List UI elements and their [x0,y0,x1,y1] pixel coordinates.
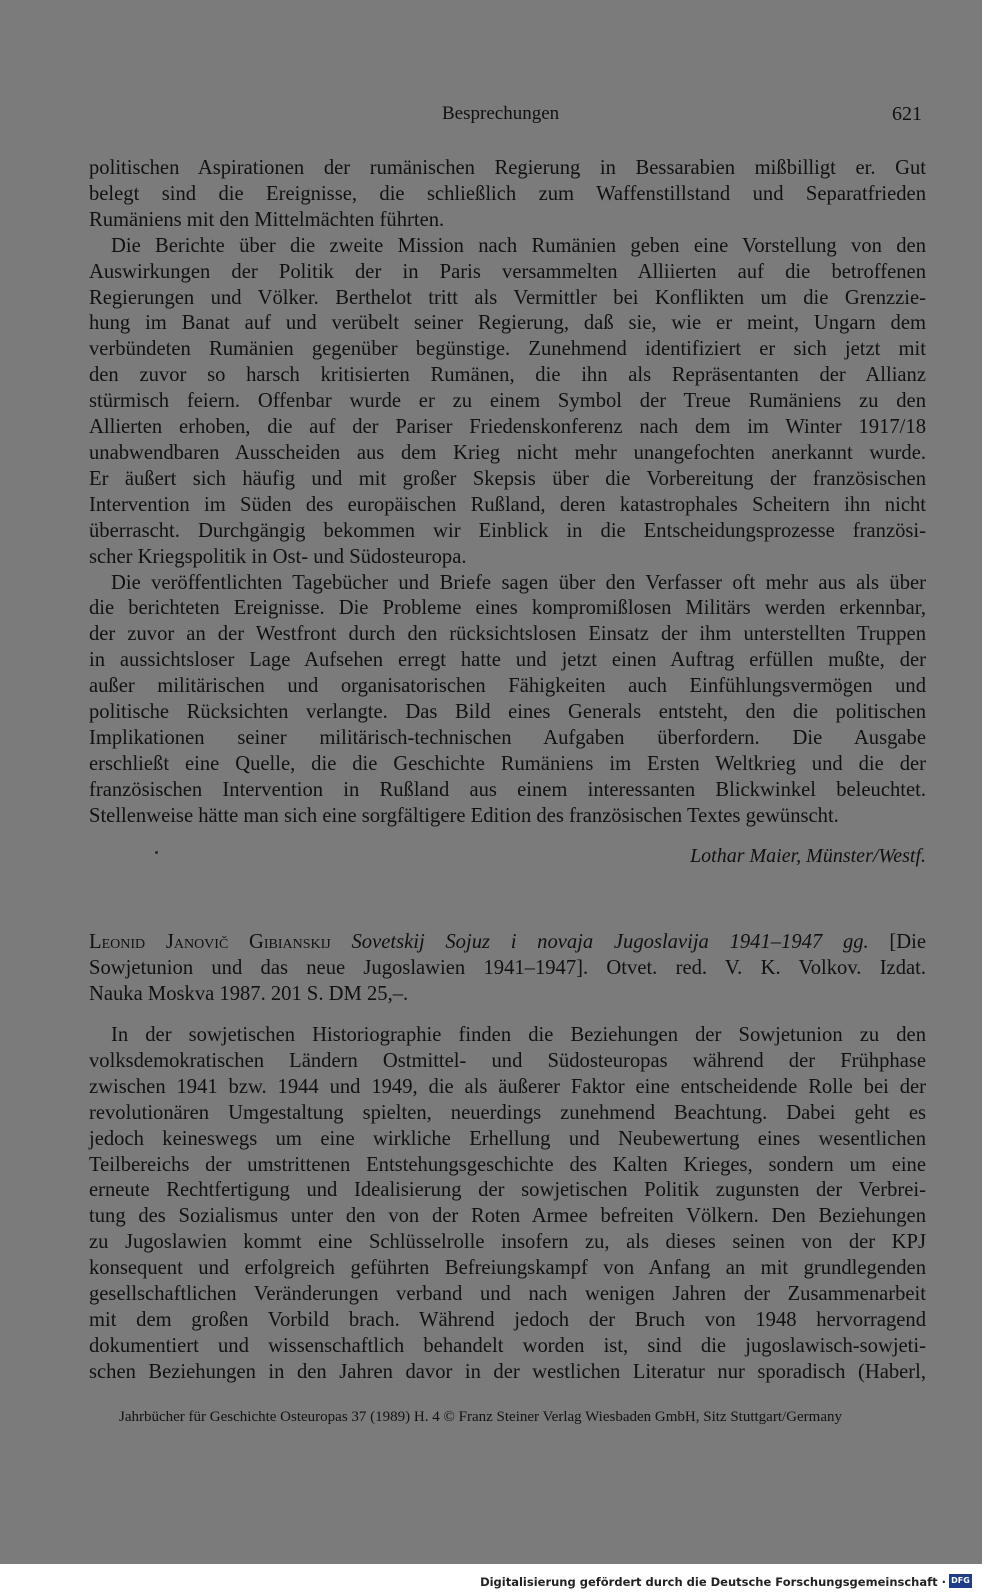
text-line: Regierungen und Völker. Berthelot tritt als Vermittler bei Konflikten um die Grenzzie- [89,286,926,309]
text-line: belegt sind die Ereignisse, die schließlich zum Waffenstillstand und Separatfrieden [89,182,926,205]
text-line: volksdemokratischen Ländern Ostmittel- und Südosteuropas während der Frühphase [89,1049,926,1072]
reference-line: Nauka Moskva 1987. 201 S. DM 25,–. [89,982,409,1005]
text-line: französischen Intervention in Rußland aus einem interessanten Blickwinkel beleuchtet. [89,778,926,801]
text-line: zu Jugoslawien kommt eine Schlüsselrolle insofern zu, als dieses seinen von der KPJ [89,1231,926,1254]
page-number: 621 [892,103,922,125]
reference-line [89,930,926,956]
text-line: In der sowjetischen Historiographie finden die Beziehungen der Sowjetunion zu den [111,1024,926,1046]
text-line: Stellenweise hätte man sich eine sorgfältigere Edition des französischen Textes gewünscht. [89,804,839,827]
journal-footer: Jahrbücher für Geschichte Osteuropas 37 (1989) H. 4 © Franz Steiner Verlag Wiesbaden GmbH, Sitz Stuttgart/Germany [119,1409,842,1425]
dfg-logo: DFG [949,1574,972,1588]
text-line: hung im Banat auf und verübelt seiner Regierung, daß sie, wie er meint, Ungarn dem [89,312,926,335]
text-line: erschließt eine Quelle, die die Geschichte Rumäniens im Ersten Weltkrieg und die der [89,752,926,775]
text-line: den zuvor so harsch kritisierten Rumänen, die ihn als Repräsentanten der Allianz [89,364,926,387]
text-line: in aussichtsloser Lage Aufsehen erregt hatte und jetzt einen Auftrag erfüllen mußte, der [89,649,926,672]
text-line: Implikationen seiner militärisch-technischen Aufgaben überfordern. Die Ausgabe [89,726,926,749]
text-line: stürmisch feiern. Offenbar wurde er zu einem Symbol der Treue Rumäniens zu den [89,390,926,413]
text-line: Allierten erhoben, die auf der Pariser Friedenskonferenz nach dem im Winter 1917/18 [89,416,926,439]
review-2-reference [89,930,926,1008]
text-line: Die Berichte über die zweite Mission nach Rumänien geben eine Vorstellung von den [111,234,926,257]
digitization-strip [0,1564,1000,1596]
text-line: Auswirkungen der Politik der in Paris versammelten Alliierten auf die betroffenen [89,260,926,283]
text-line: zwischen 1941 bzw. 1944 und 1949, die als äußerer Faktor eine entscheidende Rolle bei der [89,1075,926,1098]
review-1-body [89,156,926,830]
text-line: Die veröffentlichten Tagebücher und Briefe sagen über den Verfasser oft mehr aus als über [111,571,926,594]
reference-line: Sowjetunion und das neue Jugoslawien 1941–1947]. Otvet. red. V. K. Volkov. Izdat. [89,956,926,979]
text-line: Er äußert sich häufig und mit großer Skepsis über die Vorbereitung der französischen [89,467,926,490]
text-line: mit dem großen Vorbild brach. Während jedoch der Bruch von 1948 hervorragend [89,1308,926,1331]
text-line: unabwendbaren Ausscheiden aus dem Krieg nicht mehr unangefochten anerkannt wurde. [89,441,926,464]
text-line: Rumäniens mit den Mittelmächten führten. [89,208,445,231]
text-line: revolutionären Umgestaltung spielten, neuerdings zunehmend Beachtung. Dabei geht es [89,1101,926,1124]
text-line: dokumentiert und wissenschaftlich behandelt worden ist, sind die jugoslawisch-sowjeti- [89,1334,926,1357]
text-line: konsequent und erfolgreich geführten Befreiungskampf von Anfang an mit grundlegenden [89,1257,926,1280]
text-line: verbündeten Rumänien gegenüber begünstige. Zunehmend identifiziert er sich jetzt mit [89,338,926,361]
reference-author: Leonid Janovič Gibianskij [89,931,331,953]
digitization-notice: Digitalisierung gefördert durch die Deutsche Forschungsgemeinschaft · [480,1575,946,1589]
text-line: der zuvor an der Westfront durch den rücksichtslosen Einsatz der ihm unterstellten Truppen [89,623,926,646]
text-line: überrascht. Durchgängig bekommen wir Einblick in die Entscheidungsprozesse französi- [89,519,926,542]
text-line: erneute Rechtfertigung und Idealisierung der sowjetischen Politik zugunsten der Verbrei- [89,1179,926,1202]
text-line: jedoch keineswegs um eine wirkliche Erhellung und Neubewertung eines wesentlichen [89,1127,926,1150]
text-line: scher Kriegspolitik in Ost- und Südosteuropa. [89,545,467,568]
review-2-body [89,1023,926,1386]
reference-title: Sovetskij Sojuz i novaja Jugoslavija 1941–1947 gg. [351,931,869,953]
text-line: Intervention im Süden des europäischen Rußland, deren katastrophales Scheitern ihn nicht [89,493,926,516]
text-line: außer militärischen und organisatorischen Fähigkeiten auch Einfühlungsvermögen und [89,675,926,698]
reference-text: [Die [889,931,927,953]
running-head: Besprechungen [442,103,560,124]
text-line: Teilbereichs der umstrittenen Entstehungsgeschichte des Kalten Krieges, sondern um eine [89,1153,926,1176]
text-line: schen Beziehungen in den Jahren davor in der westlichen Literatur nur sporadisch (Haberl, [89,1360,926,1383]
text-line: politischen Aspirationen der rumänischen Regierung in Bessarabien mißbilligt er. Gut [89,157,926,179]
reviewer-signature: Lothar Maier, Münster/Westf. [690,845,926,867]
text-line: tung des Sozialismus unter den von der Roten Armee befreiten Völkern. Den Beziehungen [89,1205,926,1228]
text-line: gesellschaftlichen Veränderungen verband und nach wenigen Jahren der Zusammenarbeit [89,1283,926,1306]
text-line: politische Rücksichten verlangte. Das Bild eines Generals entsteht, den die politischen [89,701,926,724]
stray-dot [155,851,158,854]
text-line: die berichteten Ereignisse. Die Probleme eines kompromißlosen Militärs werden erkennbar, [89,597,926,620]
